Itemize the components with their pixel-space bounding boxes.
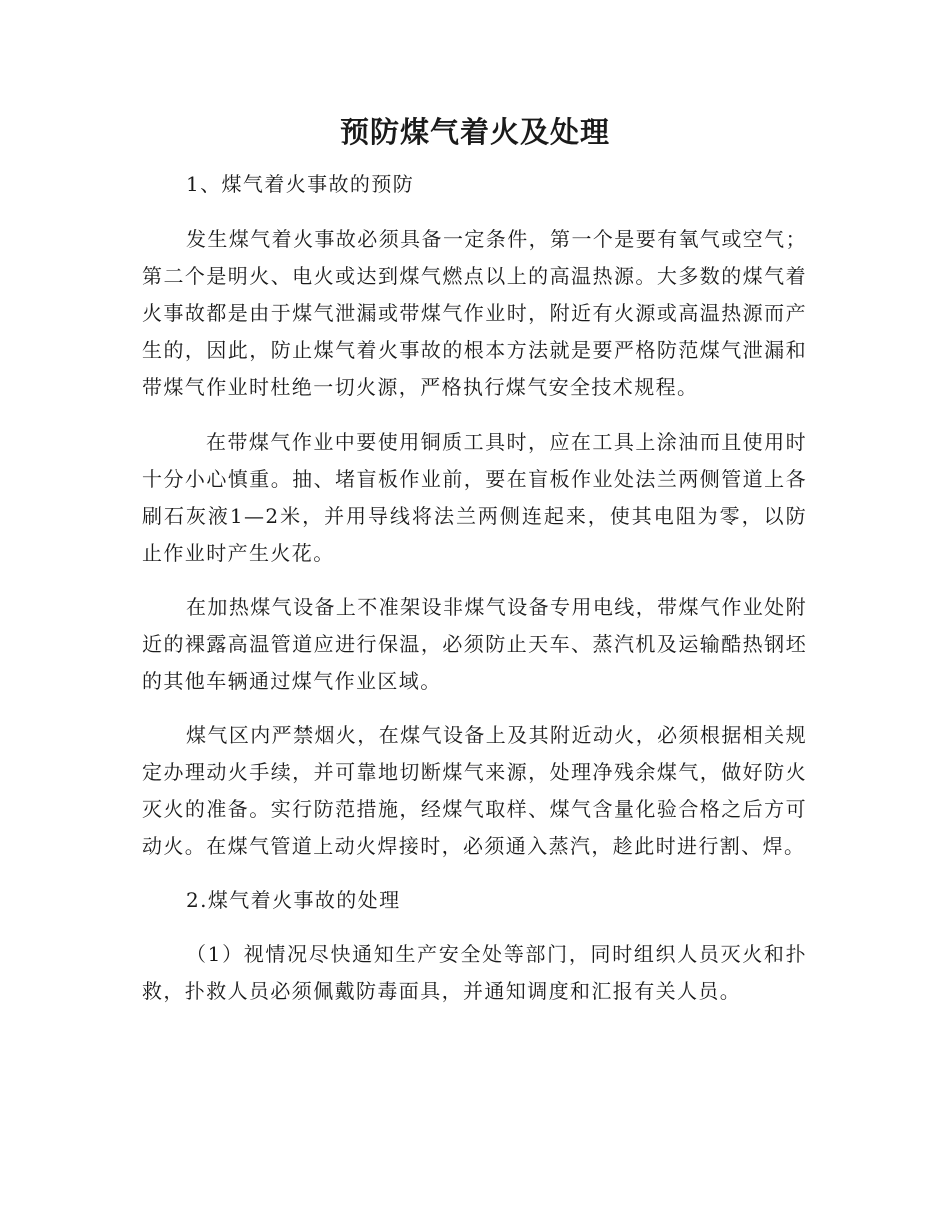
paragraph-heating-equipment: 在加热煤气设备上不准架设非煤气设备专用电线，带煤气作业处附近的裸露高温管道应进行保温，必须防止天车、蒸汽机及运输酷热钢坯的其他车辆通过煤气作业区域。 (142, 595, 807, 693)
document-title: 预防煤气着火及处理 (339, 115, 610, 149)
paragraph-no-fire-zone: 煤气区内严禁烟火，在煤气设备上及其附近动火，必须根据相关规定办理动火手续，并可靠地切断煤气来源，处理净残余煤气，做好防火灭火的准备。实行防范措施，经煤气取样、煤气含量化验合格之后方可动火。在煤气管道上动火焊接时，必须通入蒸汽，趁此时进行割、焊。 (142, 723, 807, 858)
section-heading-handling: 2.煤气着火事故的处理 (186, 888, 401, 912)
document-body (142, 166, 807, 1010)
section-heading-prevention: 1、煤气着火事故的预防 (186, 172, 415, 196)
paragraph-copper-tools: 在带煤气作业中要使用铜质工具时，应在工具上涂油而且使用时十分小心慎重。抽、堵盲板作业前，要在盲板作业处法兰两侧管道上各刷石灰液1—2米，并用导线将法兰两侧连起来，使其电阻为零，以防止作业时产生火花。 (142, 430, 807, 565)
paragraph-notify-and-rescue: （1）视情况尽快通知生产安全处等部门，同时组织人员灭火和扑救，扑救人员必须佩戴防毒面具，并通知调度和汇报有关人员。 (142, 942, 807, 1003)
paragraph-ignition-conditions: 发生煤气着火事故必须具备一定条件，第一个是要有氧气或空气；第二个是明火、电火或达到煤气燃点以上的高温热源。大多数的煤气着火事故都是由于煤气泄漏或带煤气作业时，附近有火源或高温热源而产生的，因此，防止煤气着火事故的根本方法就是要严格防范煤气泄漏和带煤气作业时杜绝一切火源，严格执行煤气安全技术规程。 (142, 227, 807, 399)
